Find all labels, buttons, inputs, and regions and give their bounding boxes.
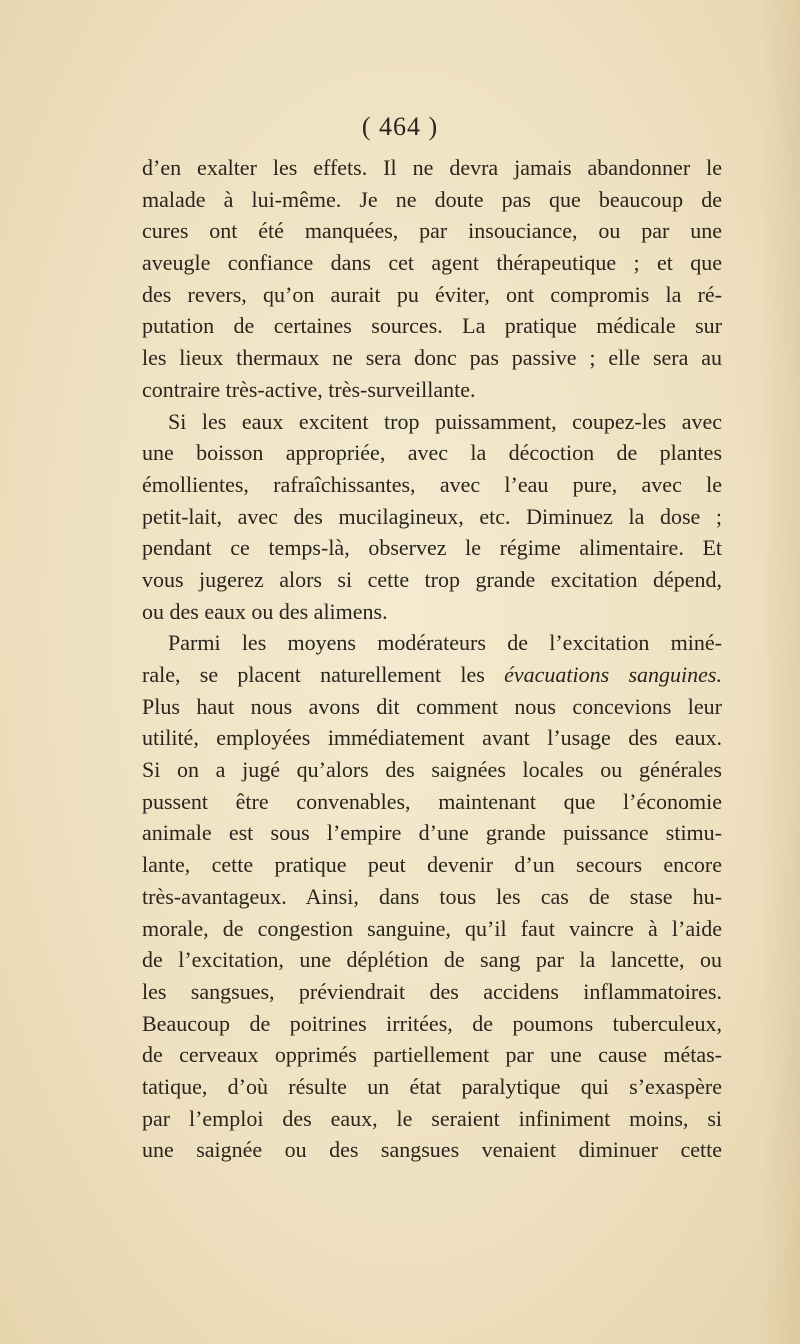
text-line: ou des eaux ou des alimens.: [142, 598, 388, 624]
text-line: les lieux thermaux ne sera donc pas passive ; elle sera au: [142, 345, 722, 371]
text-line: petit-lait, avec des mucilagineux, etc. Diminuez la dose ;: [142, 503, 722, 529]
paragraph: [142, 406, 722, 628]
text-line: utilité, employées immédiatement avant l’usage des eaux.: [142, 725, 722, 751]
text-line: pussent être convenables, maintenant que l’économie: [142, 788, 722, 814]
text-line: cures ont été manquées, par insouciance, ou par une: [142, 218, 722, 244]
paragraph: [142, 152, 722, 406]
text-line-with-italic: rale, se placent naturellement les évacuations sanguines.: [142, 662, 722, 687]
text-line: des revers, qu’on aurait pu éviter, ont compromis la ré-: [142, 281, 722, 307]
text-line: aveugle confiance dans cet agent thérapeutique ; et que: [142, 250, 722, 276]
text-line: émollientes, rafraîchissantes, avec l’eau pure, avec le: [142, 471, 722, 497]
text-line: morale, de congestion sanguine, qu’il faut vaincre à l’aide: [142, 915, 722, 941]
text-line: une boisson appropriée, avec la décoction de plantes: [142, 440, 722, 466]
text-line: Beaucoup de poitrines irritées, de poumons tuberculeux,: [142, 1010, 722, 1036]
text-line: malade à lui-même. Je ne doute pas que beaucoup de: [142, 186, 722, 212]
text-line: une saignée ou des sangsues venaient diminuer cette: [142, 1137, 722, 1163]
text-line: Plus haut nous avons dit comment nous concevions leur: [142, 693, 722, 719]
body-text: [142, 152, 722, 1166]
text-line: les sangsues, préviendrait des accidens inflammatoires.: [142, 978, 722, 1004]
text-line: tatique, d’où résulte un état paralytique qui s’exaspère: [142, 1073, 722, 1099]
text-line: vous jugerez alors si cette trop grande excitation dépend,: [142, 566, 722, 592]
text-line: contraire très-active, très-surveillante.: [142, 376, 476, 402]
text-line: putation de certaines sources. La pratique médicale sur: [142, 313, 722, 339]
text-line: de cerveaux opprimés partiellement par une cause métas-: [142, 1042, 722, 1068]
text-line: animale est sous l’empire d’une grande puissance stimu-: [142, 820, 722, 846]
page-number: ( 464 ): [361, 112, 439, 141]
text-line: par l’emploi des eaux, le seraient infiniment moins, si: [142, 1105, 722, 1131]
text-line: Si les eaux excitent trop puissamment, coupez-les avec: [168, 408, 722, 434]
text-line: pendant ce temps-là, observez le régime alimentaire. Et: [142, 535, 722, 561]
paragraph: [142, 627, 722, 1166]
text-line: Parmi les moyens modérateurs de l’excitation miné-: [168, 630, 722, 656]
text-line: très-avantageux. Ainsi, dans tous les cas de stase hu-: [142, 883, 722, 909]
italic-phrase: évacuations sanguines.: [504, 662, 722, 687]
text-line: de l’excitation, une déplétion de sang par la lancette, ou: [142, 947, 722, 973]
text-line: lante, cette pratique peut devenir d’un secours encore: [142, 852, 722, 878]
text-line: Si on a jugé qu’alors des saignées locales ou générales: [142, 757, 722, 783]
text-line: d’en exalter les effets. Il ne devra jamais abandonner le: [142, 155, 722, 180]
